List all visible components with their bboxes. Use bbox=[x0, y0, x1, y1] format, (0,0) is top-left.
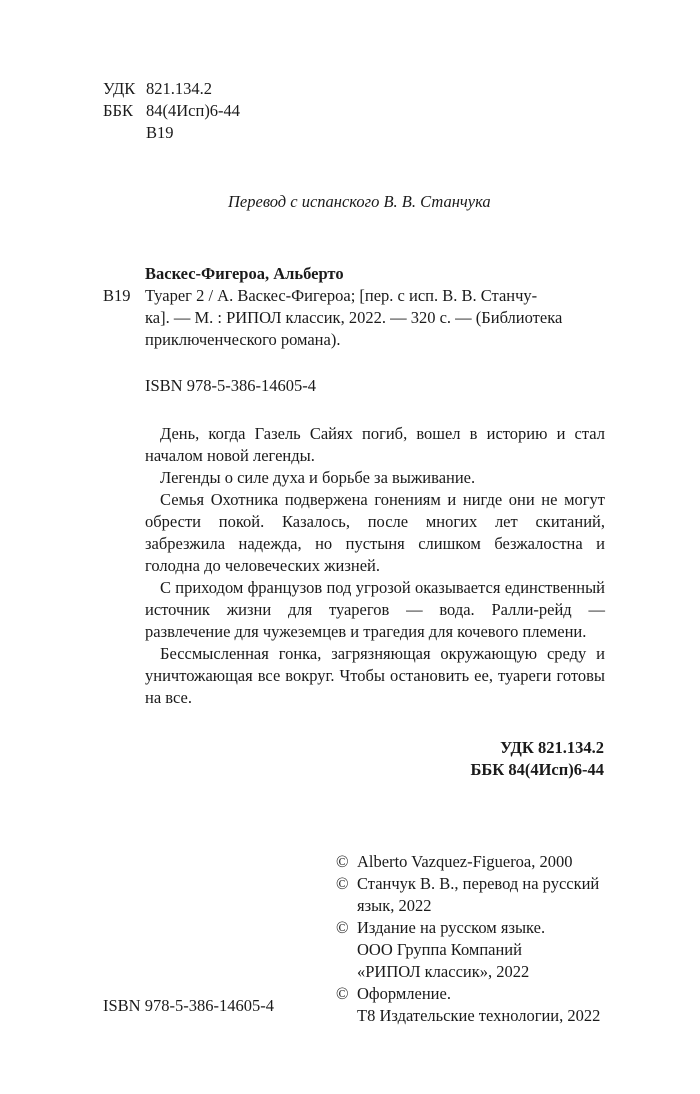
bbk-row bbox=[103, 100, 240, 122]
copyright-entry bbox=[336, 873, 626, 917]
annotation-paragraph: Бессмысленная гонка, загрязняющая окружающую среду и уничтожающая все вокруг. Чтобы остановить ее, туареги готовы на все. bbox=[145, 644, 605, 707]
bbk-value: 84(4Исп)6-44 bbox=[146, 101, 241, 120]
udk-value: 821.134.2 bbox=[146, 79, 212, 98]
card-description bbox=[145, 285, 605, 351]
copyright-block bbox=[336, 851, 626, 1027]
card-author: Васкес-Фигероа, Альберто bbox=[145, 264, 344, 283]
copyright-symbol: © bbox=[336, 984, 349, 1003]
copyright-symbol: © bbox=[336, 918, 349, 937]
copyright-line: «РИПОЛ классик», 2022 bbox=[357, 962, 530, 981]
annotation-paragraph: День, когда Газель Сайях погиб, вошел в историю и стал началом новой легенды. bbox=[145, 424, 605, 465]
annotation-paragraph: С приходом французов под угрозой оказывается единственный источник жизни для туарегов — вода. Ралли-рейд — развлечение для чужеземцев и трагедия для кочевого племени. bbox=[145, 578, 605, 641]
annotation bbox=[145, 423, 605, 709]
udk-label: УДК bbox=[103, 79, 136, 98]
card-line: ка]. — М. : РИПОЛ классик, 2022. — 320 с. — (Библиотека bbox=[145, 308, 563, 327]
author-mark: В19 bbox=[146, 123, 174, 142]
copyright-line: язык, 2022 bbox=[357, 896, 432, 915]
isbn-bottom: ISBN 978-5-386-14605-4 bbox=[103, 996, 274, 1015]
copyright-symbol: © bbox=[336, 874, 349, 893]
udk-bold: УДК 821.134.2 bbox=[500, 738, 604, 757]
copyright-symbol: © bbox=[336, 852, 349, 871]
copyright-entry bbox=[336, 983, 626, 1027]
bbk-label: ББК bbox=[103, 101, 133, 120]
translator-note: Перевод с испанского В. В. Станчука bbox=[228, 192, 491, 211]
classification-codes bbox=[103, 78, 240, 144]
copyright-line: Alberto Vazquez-Figueroa, 2000 bbox=[357, 852, 573, 871]
copyright-line: ООО Группа Компаний bbox=[357, 940, 522, 959]
card-line: Туарег 2 / А. Васкес-Фигероа; [пер. с исп. В. В. Станчу- bbox=[145, 286, 538, 305]
annotation-paragraph: Легенды о силе духа и борьбе за выживание. bbox=[160, 468, 476, 487]
card-code: В19 bbox=[103, 286, 131, 305]
copyright-line: Станчук В. В., перевод на русский bbox=[357, 874, 600, 893]
author-mark-row bbox=[103, 122, 240, 144]
card-isbn: ISBN 978-5-386-14605-4 bbox=[145, 376, 316, 395]
copyright-entry bbox=[336, 917, 626, 983]
copyright-line: Оформление. bbox=[357, 984, 451, 1003]
copyright-entry bbox=[336, 851, 626, 873]
udk-row bbox=[103, 78, 240, 100]
bbk-bold: ББК 84(4Исп)6-44 bbox=[470, 760, 604, 779]
classification-codes-bold bbox=[470, 737, 604, 781]
copyright-line: Издание на русском языке. bbox=[357, 918, 546, 937]
annotation-paragraph: Семья Охотника подвержена гонениям и нигде они не могут обрести покой. Казалось, после многих лет скитаний, забрезжила надежда, но пустыня слишком безжалостна и голодна до человеческих жизней. bbox=[145, 490, 605, 575]
copyright-line: Т8 Издательские технологии, 2022 bbox=[357, 1006, 601, 1025]
card-line: приключенческого романа). bbox=[145, 330, 341, 349]
